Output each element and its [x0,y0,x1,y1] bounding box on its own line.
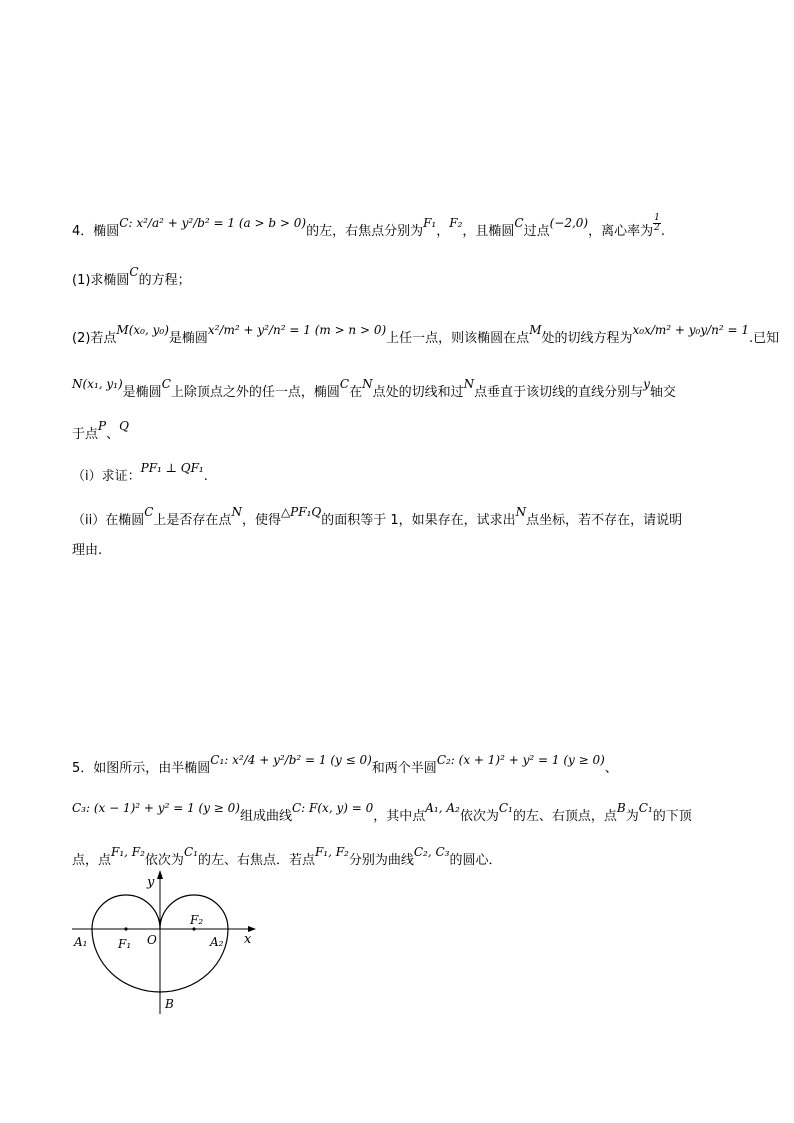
label-b: B [165,997,174,1011]
label-y: y [147,875,155,890]
problem-number: 5．如图所示，由半椭圆 [72,761,211,776]
problem4-line1: 4．椭圆C: x²/a² + y²/b² = 1 (a > b > 0)的左，右焦点分别为F₁，F₂，且椭圆C过点(−2,0)，离心率为 $\frac{1}{2}$ . [72,213,666,239]
label-a2: A₂ [210,935,224,949]
problem5-line2: C₃: (x − 1)² + y² = 1 (y ≥ 0)组成曲线C: F(x, y) = 0，其中点A₁, A₂依次为C₁的左、右顶点，点B为C₁的下顶 [72,801,692,824]
label-o: O [147,933,157,947]
figure-svg [72,868,262,1018]
problem4-part1: (1)求椭圆C的方程； [72,265,191,288]
focus-f2 [192,927,195,930]
problem5-line1: 5．如图所示，由半椭圆C₁: x²/4 + y²/b² = 1 (y ≤ 0)和两个半圆C₂: (x + 1)² + y² = 1 (y ≥ 0)、 [72,753,618,776]
label-f2: F₂ [190,913,204,927]
eccentricity-fraction: $\frac{1}{2}$ [654,213,660,233]
general-ellipse-equation: x²/m² + y²/n² = 1 (m > n > 0) [207,323,387,337]
problem4-part2-line1: (2)若点M(x₀, y₀)是椭圆x²/m² + y²/n² = 1 (m > n > 0)上任一点，则该椭圆在点M处的切线方程为x₀x/m² + y₀y/n² = 1.已知 [72,323,780,346]
problem4-sub2-line2: 理由. [72,543,103,558]
label-x: x [244,932,252,947]
problem-number: 4． [72,224,94,239]
tangent-equation: x₀x/m² + y₀y/n² = 1 [632,323,750,337]
problem4-sub2: （ii）在椭圆C上是否存在点N，使得△PF₁Q的面积等于 1，如果存在，试求出N点坐标，若不存在，请说明 [72,505,683,528]
label-f1: F₁ [118,937,132,951]
ellipse-equation: C: x²/a² + y²/b² = 1 (a > b > 0) [119,216,307,230]
semicircle-c2 [92,895,160,929]
problem4-part2-line2: N(x₁, y₁)是椭圆C上除顶点之外的任一点，椭圆C在N点处的切线和过N点垂直于该切线的直线分别与y轴交 [72,377,676,400]
problem4-part2-line3: 于点P、Q [72,419,129,442]
problem5-line3: 点，点F₁, F₂依次为C₁的左、右焦点．若点F₁, F₂分别为曲线C₂, C₃的圆心． [72,845,502,868]
label-a1: A₁ [74,935,88,949]
focus-f1 [124,927,127,930]
curve-figure [72,868,262,1018]
y-axis-arrow [157,870,163,879]
problem4-sub1: （i）求证：PF₁ ⊥ QF₁. [72,461,208,484]
